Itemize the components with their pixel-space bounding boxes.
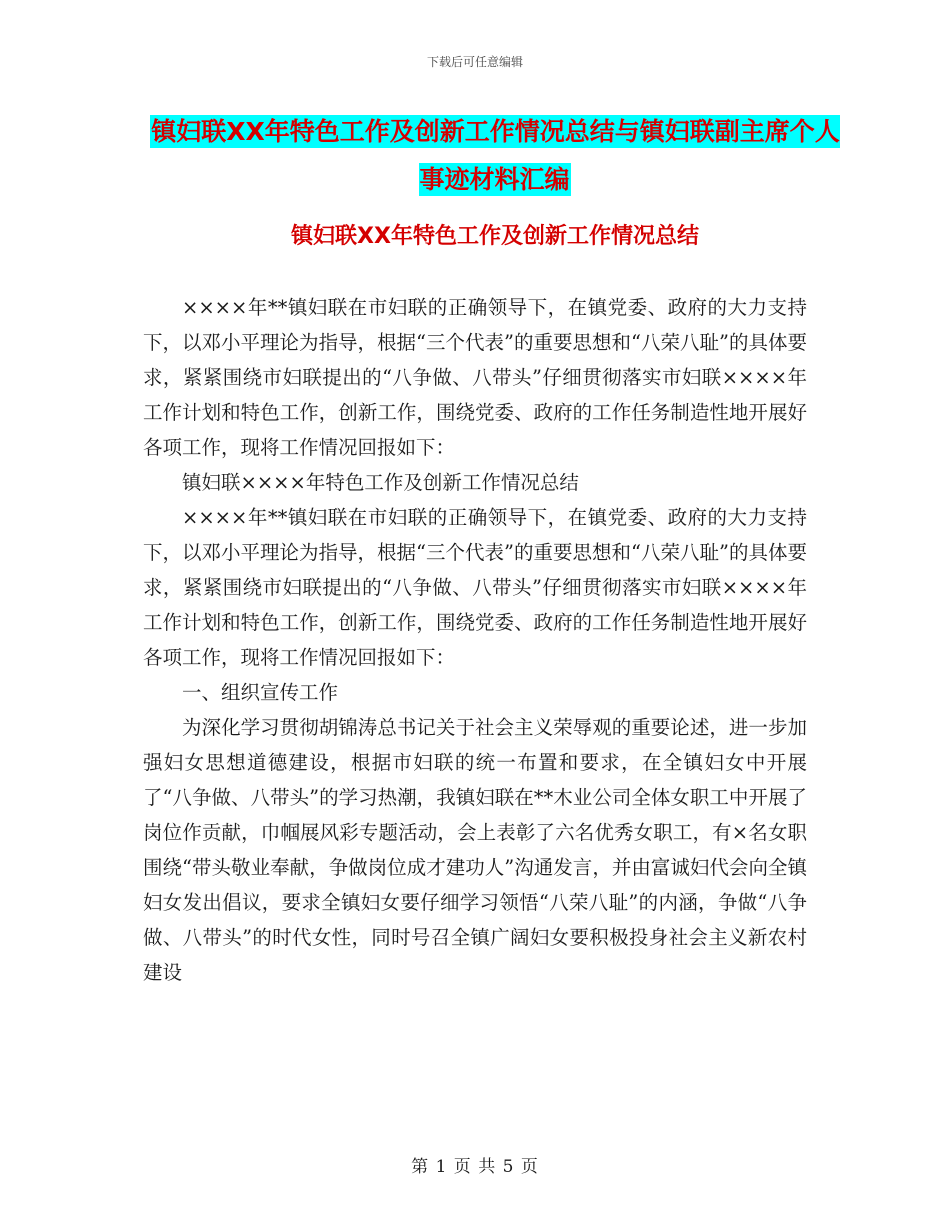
section-title: 镇妇联XX年特色工作及创新工作情况总结: [291, 224, 699, 249]
document-title: [140, 108, 850, 204]
body-paragraph: 为深化学习贯彻胡锦涛总书记关于社会主义荣辱观的重要论述，进一步加强妇女思想道德建设，根据市妇联的统一布置和要求，在全镇妇女中开展了“八争做、八带头”的学习热潮，我镇妇联在**木业公司全体女职工中开展了岗位作贡献，巾帼展风彩专题活动，会上表彰了六名优秀女职工，有×名女职围绕“带头敬业奉献，争做岗位成才建功人”沟通发言，并由富诚妇代会向全镇妇女发出倡议，要求全镇妇女要仔细学习领悟“八荣八耻”的内涵，争做“八争做、八带头”的时代女性，同时号召全镇广阔妇女要积极投身社会主义新农村建设: [143, 716, 807, 984]
body-paragraph: 一、组织宣传工作: [182, 681, 339, 704]
page-number-footer: 第 1 页 共 5 页: [411, 1157, 539, 1177]
document-title-text: 镇妇联XX年特色工作及创新工作情况总结与镇妇联副主席个人事迹材料汇编: [151, 117, 840, 194]
page-header-note: 下载后可任意编辑: [426, 55, 523, 69]
body-paragraph: ××××年**镇妇联在市妇联的正确领导下，在镇党委、政府的大力支持下，以邓小平理论为指导，根据“三个代表”的重要思想和“八荣八耻”的具体要求，紧紧围绕市妇联提出的“八争做、八带头”仔细贯彻落实市妇联××××年工作计划和特色工作，创新工作，围绕党委、政府的工作任务制造性地开展好各项工作，现将工作情况回报如下：: [143, 296, 807, 459]
body-paragraph: ××××年**镇妇联在市妇联的正确领导下，在镇党委、政府的大力支持下，以邓小平理论为指导，根据“三个代表”的重要思想和“八荣八耻”的具体要求，紧紧围绕市妇联提出的“八争做、八带头”仔细贯彻落实市妇联××××年工作计划和特色工作，创新工作，围绕党委、政府的工作任务制造性地开展好各项工作，现将工作情况回报如下：: [143, 506, 807, 669]
body-paragraph: 镇妇联××××年特色工作及创新工作情况总结: [182, 471, 579, 494]
document-body: [143, 290, 807, 990]
